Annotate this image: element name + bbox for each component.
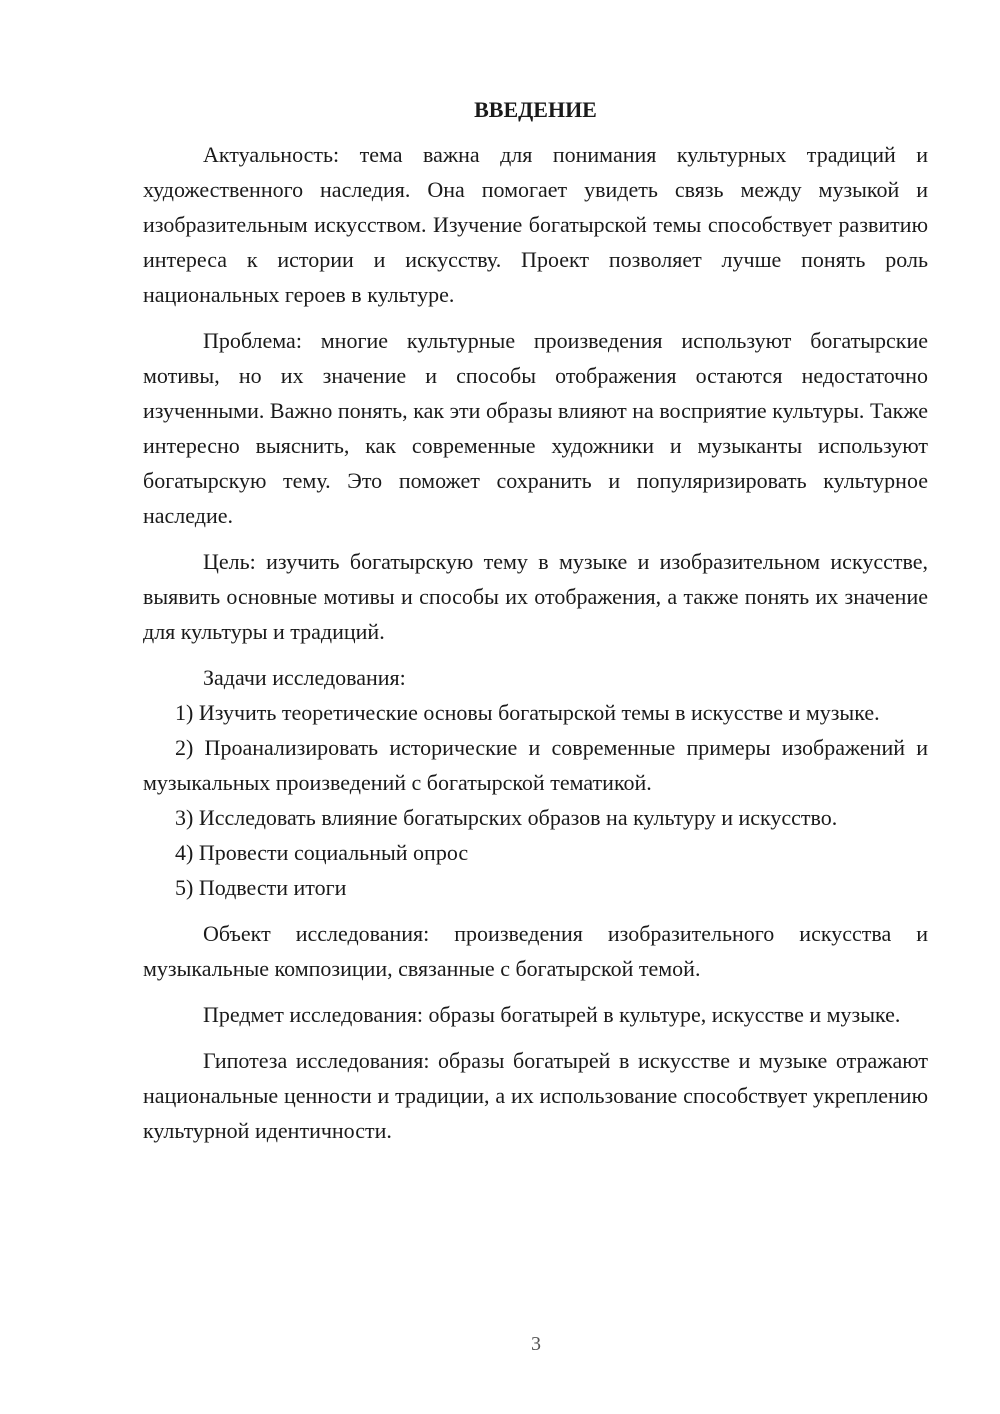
hypothesis-paragraph: Гипотеза исследования: образы богатырей в искусстве и музыке отражают национальные ценности и традиции, а их использование способствует укреплению культурной идентичности. bbox=[143, 1048, 928, 1143]
page-number: 3 bbox=[531, 1333, 541, 1355]
task-item-5: 5) Подвести итоги bbox=[175, 875, 347, 900]
tasks-title: Задачи исследования: bbox=[203, 665, 406, 690]
task-item-3: 3) Исследовать влияние богатырских образов на культуру и искусство. bbox=[175, 805, 838, 830]
task-item-1: 1) Изучить теоретические основы богатырской темы в искусстве и музыке. bbox=[175, 700, 880, 725]
task-item-2: 2) Проанализировать исторические и современные примеры изображений и музыкальных произведений с богатырской тематикой. bbox=[143, 735, 928, 795]
goal-paragraph: Цель: изучить богатырскую тему в музыке и изобразительном искусстве, выявить основные мотивы и способы их отображения, а также понять их значение для культуры и традиций. bbox=[143, 549, 928, 644]
relevance-paragraph: Актуальность: тема важна для понимания культурных традиций и художественного наследия. Она помогает увидеть связь между музыкой и изобразительным искусством. Изучение богатырской темы способствует развитию интереса к истории и искусству. Проект позволяет лучше понять роль национальных героев в культуре. bbox=[143, 142, 928, 307]
object-paragraph: Объект исследования: произведения изобразительного искусства и музыкальные композиции, связанные с богатырской темой. bbox=[143, 921, 928, 981]
problem-paragraph: Проблема: многие культурные произведения используют богатырские мотивы, но их значение и способы отображения остаются недостаточно изученными. Важно понять, как эти образы влияют на восприятие культуры. Также интересно выяснить, как современные художники и музыканты используют богатырскую тему. Это поможет сохранить и популяризировать культурное наследие. bbox=[143, 328, 928, 528]
task-item-4: 4) Провести социальный опрос bbox=[175, 840, 469, 865]
page-title: ВВЕДЕНИЕ bbox=[474, 97, 597, 122]
subject-paragraph: Предмет исследования: образы богатырей в культуре, искусстве и музыке. bbox=[203, 1002, 901, 1027]
page-content bbox=[143, 92, 928, 1148]
